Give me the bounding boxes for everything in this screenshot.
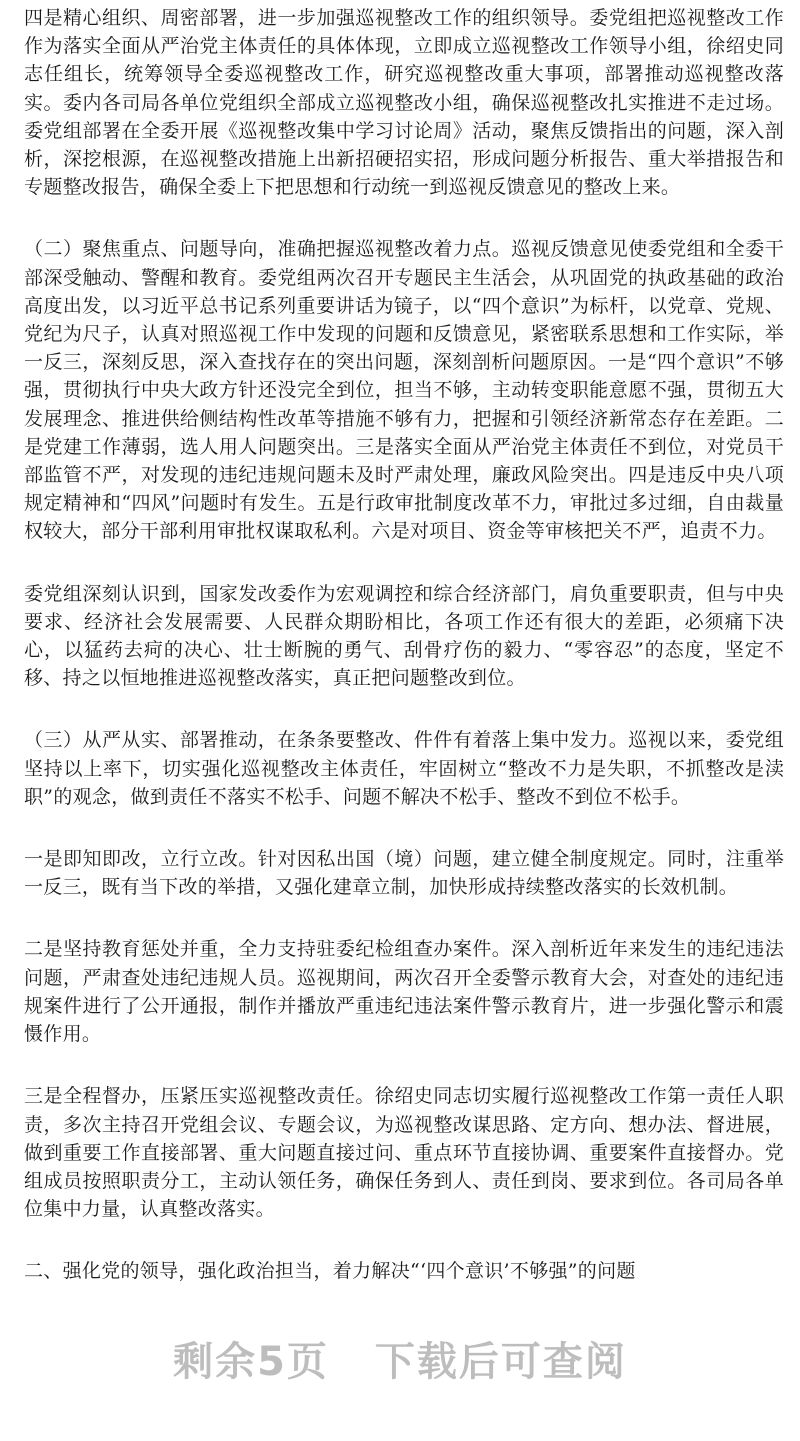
paragraph-section-three: （三）从严从实、部署推动，在条条要整改、件件有着落上集中发力。巡视以来，委党组坚持以上率下，切实强化巡视整改主体责任，牢固树立“整改不力是失职，不抓整改是渎职”的观念，做到责任不落实不松手、问题不解决不松手、整改不到位不松手。 [24,729,784,808]
remaining-pages-text[interactable]: 剩余5页 [173,1339,329,1385]
paragraph-section-two: （二）聚焦重点、问题导向，准确把握巡视整改着力点。巡视反馈意见使委党组和全委干部深受触动、警醒和教育。委党组两次召开专题民主生活会，从巩固党的执政基础的政治高度出发，以习近平总书记系列重要讲话为镜子，以“四个意识”为标杆，以党章、党规、党纪为尺子，认真对照巡视工作中发现的问题和反馈意见，紧密联系思想和工作实际，举一反三，深刻反思，深入查找存在的突出问题，深刻剖析问题原因。一是“四个意识”不够强，贯彻执行中央大政方针还没完全到位，担当不够，主动转变职能意愿不强，贯彻五大发展理念、推进供给侧结构性改革等措施不够有力，把握和引领经济新常态存在差距。二是党建工作薄弱，选人用人问题突出。三是落实全面从严治党主体责任不到位，对党员干部监管不严，对发现的违纪违规问题未及时严肃处理，廉政风险突出。四是违反中央八项规定精神和“四风”问题时有发生。五是行政审批制度改革不力，审批过多过细，自由裁量权较大，部分干部利用审批权谋取私利。六是对项目、资金等审核把关不严，追责不力。 [24,238,784,543]
paragraph-point-one: 一是即知即改，立行立改。针对因私出国（境）问题，建立健全制度规定。同时，注重举一反三，既有当下改的举措，又强化建章立制，加快形成持续整改落实的长效机制。 [24,848,784,899]
paragraph-point-three: 三是全程督办，压紧压实巡视整改责任。徐绍史同志切实履行巡视整改工作第一责任人职责，多次主持召开党组会议、专题会议，为巡视整改谋思路、定方向、想办法、督进展，做到重要工作直接部署、重大问题直接过问、重点环节直接协调、重要案件直接督办。党组成员按照职责分工，主动认领任务，确保任务到人、责任到岗、要求到位。各司局各单位集中力量，认真整改落实。 [24,1085,784,1221]
download-banner[interactable] [0,1330,800,1387]
paragraph-party-recognition: 委党组深刻认识到，国家发改委作为宏观调控和综合经济部门，肩负重要职责，但与中央要求、经济社会发展需要、人民群众期盼相比，各项工作还有很大的差距，必须痛下决心，以猛药去疴的决心、壮士断腕的勇气、刮骨疗伤的毅力、“零容忍”的态度，坚定不移、持之以恒地推进巡视整改落实，真正把问题整改到位。 [24,582,784,690]
paragraph-organization: 四是精心组织、周密部署，进一步加强巡视整改工作的组织领导。委党组把巡视整改工作作为落实全面从严治党主体责任的具体体现，立即成立巡视整改工作领导小组，徐绍史同志任组长，统筹领导全委巡视整改工作，研究巡视整改重大事项，部署推动巡视整改落实。委内各司局各单位党组织全部成立巡视整改小组，确保巡视整改扎实推进不走过场。委党组部署在全委开展《巡视整改集中学习讨论周》活动，聚焦反馈指出的问题，深入剖析，深挖根源，在巡视整改措施上出新招硬招实招，形成问题分析报告、重大举措报告和专题整改报告，确保全委上下把思想和行动统一到巡视反馈意见的整改上来。 [24,7,784,199]
section-heading-two: 二、强化党的领导，强化政治担当，着力解决“‘四个意识’不够强”的问题 [24,1260,636,1283]
document-body [24,4,784,1286]
download-to-view-text[interactable]: 下载后可查阅 [374,1339,627,1385]
paragraph-point-two: 二是坚持教育惩处并重，全力支持驻委纪检组查办案件。深入剖析近年来发生的违纪违法问题，严肃查处违纪违规人员。巡视期间，两次召开全委警示教育大会，对查处的违纪违规案件进行了公开通报，制作并播放严重违纪违法案件警示教育片，进一步强化警示和震慑作用。 [24,938,784,1046]
